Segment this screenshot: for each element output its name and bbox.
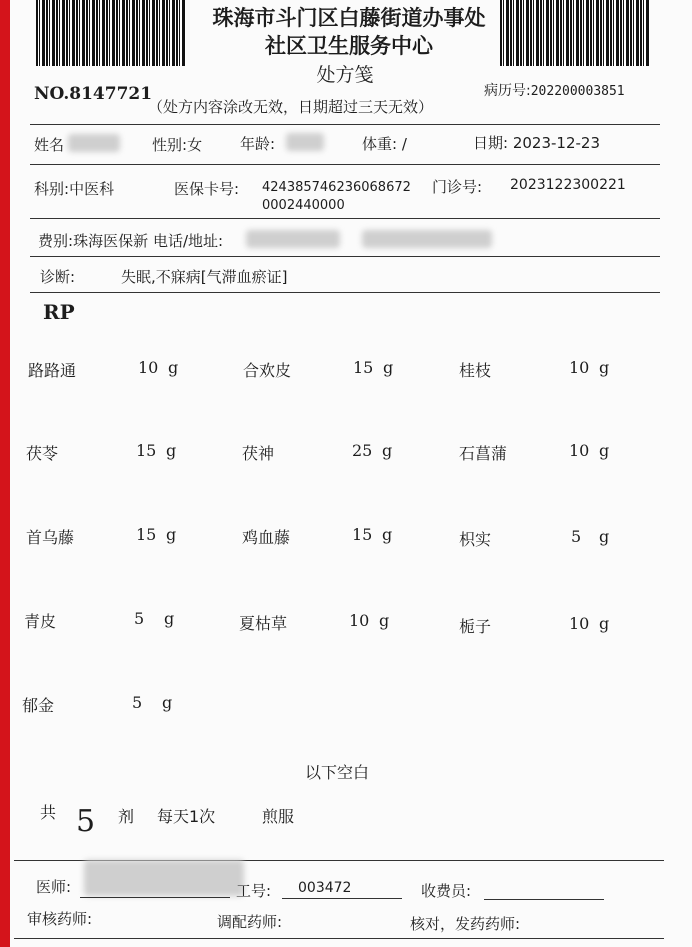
barcode-right bbox=[500, 0, 650, 66]
medicine-dose: 15 bbox=[352, 525, 373, 544]
medicine-dose: 25 bbox=[352, 441, 373, 460]
medicine-item bbox=[28, 358, 248, 388]
medicine-item bbox=[24, 609, 244, 639]
dispenser-label: 调配药师: bbox=[217, 913, 283, 931]
divider bbox=[30, 124, 660, 125]
doctor-underline bbox=[80, 897, 230, 898]
dose-frequency: 每天1次 bbox=[157, 807, 216, 826]
insurance-label: 医保卡号: bbox=[174, 180, 240, 198]
cashier-label: 收费员: bbox=[421, 882, 472, 900]
rp-heading: RP bbox=[43, 300, 75, 324]
divider bbox=[30, 218, 660, 219]
cashier-underline bbox=[484, 899, 604, 900]
insurance-number-line1: 424385746236068672 bbox=[262, 180, 411, 195]
validity-note: （处方内容涂改无效，日期超过三天无效） bbox=[148, 98, 434, 116]
gender-field: 性别:女 bbox=[152, 136, 203, 154]
dose-method: 煎服 bbox=[262, 807, 295, 826]
hospital-title-line2: 社区卫生服务中心 bbox=[265, 34, 433, 58]
medicine-name: 鸡血藤 bbox=[242, 528, 291, 547]
medicine-item bbox=[239, 611, 459, 641]
medicine-dose: 5 bbox=[132, 693, 143, 712]
medicine-unit: g bbox=[383, 358, 394, 377]
medicine-item bbox=[26, 525, 246, 555]
diagnosis-value: 失眠,不寐病[气滞血瘀证] bbox=[121, 268, 288, 286]
checker-label: 核对，发药药师: bbox=[410, 915, 521, 933]
staff-id-value: 003472 bbox=[298, 880, 352, 896]
medicine-item bbox=[459, 614, 679, 644]
medicine-dose: 10 bbox=[349, 611, 370, 630]
medicine-unit: g bbox=[599, 614, 610, 633]
medicine-unit: g bbox=[164, 609, 175, 628]
weight-field: 体重: / bbox=[362, 135, 407, 153]
contact-label: 电话/地址: bbox=[153, 232, 224, 250]
medicine-unit: g bbox=[162, 693, 173, 712]
name-redacted bbox=[68, 134, 120, 152]
divider bbox=[30, 292, 660, 293]
medicine-name: 合欢皮 bbox=[243, 361, 292, 380]
medicine-item bbox=[242, 441, 462, 471]
reviewer-label: 审核药师: bbox=[27, 910, 93, 928]
medicine-name: 栀子 bbox=[459, 617, 492, 636]
medicine-dose: 15 bbox=[136, 441, 157, 460]
divider bbox=[14, 938, 664, 939]
dose-unit: 剂 bbox=[118, 807, 135, 826]
medicine-dose: 5 bbox=[134, 609, 145, 628]
red-edge-strip bbox=[0, 0, 10, 947]
blank-below-note: 以下空白 bbox=[305, 763, 370, 782]
hospital-title-line1: 珠海市斗门区白藤街道办事处 bbox=[212, 6, 486, 30]
clinic-number: 2023122300221 bbox=[510, 177, 626, 193]
medicine-dose: 10 bbox=[569, 441, 590, 460]
medicine-unit: g bbox=[166, 441, 177, 460]
fee-field: 费别:珠海医保新 bbox=[38, 232, 149, 250]
medicine-unit: g bbox=[382, 525, 393, 544]
medicine-name: 茯神 bbox=[242, 444, 275, 463]
form-name: 处方笺 bbox=[316, 64, 374, 86]
medicine-dose: 15 bbox=[136, 525, 157, 544]
medicine-unit: g bbox=[599, 441, 610, 460]
medicine-dose: 10 bbox=[138, 358, 159, 377]
dept-field: 科别:中医科 bbox=[34, 180, 115, 198]
total-label: 共 bbox=[40, 803, 57, 822]
medicine-name: 青皮 bbox=[24, 612, 57, 631]
divider bbox=[30, 164, 660, 165]
medicine-dose: 10 bbox=[569, 614, 590, 633]
diagnosis-label: 诊断: bbox=[40, 268, 76, 286]
medicine-name: 郁金 bbox=[22, 696, 55, 715]
medicine-name: 茯苓 bbox=[26, 444, 59, 463]
medicine-item bbox=[26, 441, 246, 471]
medicine-name: 首乌藤 bbox=[26, 528, 75, 547]
barcode-left bbox=[36, 0, 186, 66]
medicine-dose: 15 bbox=[353, 358, 374, 377]
date-field: 日期: 2023-12-23 bbox=[473, 134, 601, 152]
contact-redacted bbox=[246, 230, 340, 248]
medicine-item bbox=[22, 693, 242, 723]
medicine-item bbox=[459, 358, 679, 388]
staff-id-label: 工号: bbox=[236, 882, 272, 900]
medicine-unit: g bbox=[168, 358, 179, 377]
staff-id-underline bbox=[282, 898, 402, 899]
address-redacted bbox=[362, 230, 492, 248]
clinic-label: 门诊号: bbox=[432, 178, 483, 196]
medicine-item bbox=[242, 525, 462, 555]
medicine-dose: 5 bbox=[571, 527, 582, 546]
dose-count: 5 bbox=[76, 804, 96, 839]
medicine-name: 桂枝 bbox=[459, 361, 492, 380]
prescription-number: NO.8147721 bbox=[34, 84, 153, 104]
doctor-signature-redacted bbox=[84, 860, 244, 896]
medicine-unit: g bbox=[379, 611, 390, 630]
medicine-name: 枳实 bbox=[459, 530, 492, 549]
insurance-number-line2: 0002440000 bbox=[262, 198, 345, 213]
medicine-item bbox=[459, 527, 679, 557]
medicine-unit: g bbox=[599, 358, 610, 377]
medicine-name: 石菖蒲 bbox=[459, 444, 508, 463]
medicine-name: 路路通 bbox=[28, 361, 77, 380]
medicine-unit: g bbox=[166, 525, 177, 544]
medical-record-number: 病历号:202200003851 bbox=[484, 83, 625, 99]
medicine-unit: g bbox=[599, 527, 610, 546]
medicine-name: 夏枯草 bbox=[239, 614, 288, 633]
medicine-dose: 10 bbox=[569, 358, 590, 377]
medicine-item bbox=[243, 358, 463, 388]
medicine-unit: g bbox=[382, 441, 393, 460]
divider bbox=[30, 256, 660, 257]
age-label: 年龄: bbox=[240, 135, 276, 153]
doctor-label: 医师: bbox=[36, 878, 72, 896]
medicine-item bbox=[459, 441, 679, 471]
name-label: 姓名 bbox=[34, 136, 65, 154]
age-redacted bbox=[286, 133, 324, 151]
